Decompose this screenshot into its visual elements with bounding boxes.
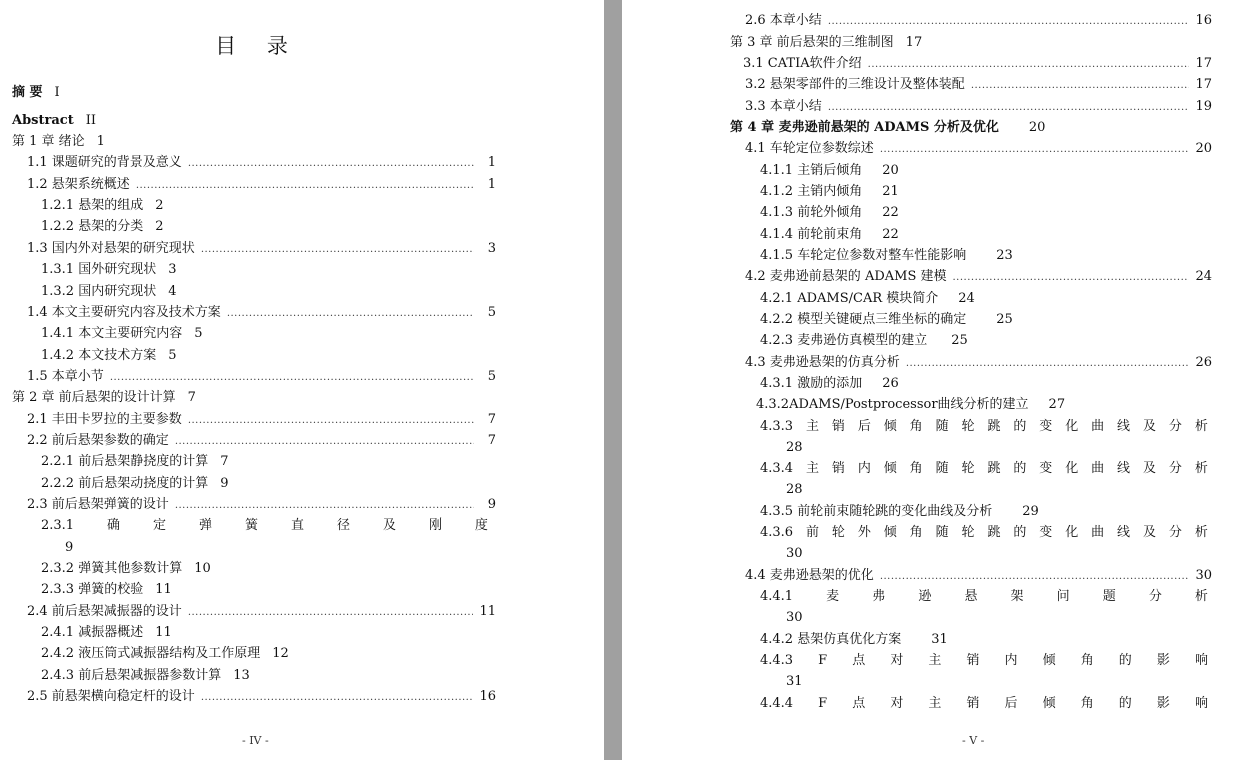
toc-entry-text: 2.1 丰田卡罗拉的主要参数 [27,412,182,427]
toc-char: 轮 [831,525,845,540]
toc-entry-page: 17 [1195,77,1212,92]
toc-entry-4-2-2[interactable] [760,309,1013,330]
toc-char: 变 [1039,419,1053,434]
toc-entry-1-3-1[interactable] [41,259,177,280]
toc-entry-2-2[interactable] [27,430,496,451]
toc-entry-page: 2 [155,198,164,213]
toc-leader-dots [136,175,474,196]
toc-entry-number: 4.4.1 [760,589,794,604]
toc-char: 逊 [918,589,932,604]
toc-entry-1-3-2[interactable] [41,281,177,302]
toc-entry-2-2-1[interactable] [41,451,229,472]
toc-leader-dots [227,303,474,324]
toc-char: 销 [966,653,980,668]
toc-entry-4-4-3-page: 31 [786,674,803,689]
toc-entry-text: 2.4.3 前后悬架减振器参数计算 [41,668,222,683]
toc-entry-text: 4.1.2 主销内倾角 [760,184,863,199]
toc-leader-dots [201,239,474,260]
toc-leader-dots [188,410,474,431]
toc-entry-page: 10 [194,561,211,576]
toc-leader-dots [188,602,474,623]
toc-page-right [622,0,1243,760]
toc-char: 对 [890,696,904,711]
page-number-footer: - V - [962,734,985,747]
toc-entry-number: 4.3.4 [760,461,794,476]
toc-entry-4-3-4-page: 28 [786,482,803,497]
toc-char: 分 [1168,419,1182,434]
toc-char: 影 [1156,653,1170,668]
toc-entry-text: 4.3.1 激励的添加 [760,376,863,391]
toc-entry-page: 5 [487,305,496,320]
toc-char: 随 [935,525,949,540]
toc-entry-page: 20 [1028,120,1046,135]
toc-char: 度 [474,518,488,533]
toc-char: 后 [1004,696,1018,711]
toc-entry-text: 2.2 前后悬架参数的确定 [27,433,169,448]
toc-entry-chapter-1[interactable] [12,131,105,152]
toc-entry-page: 11 [479,604,496,619]
toc-entry-1-2-1[interactable] [41,195,164,216]
toc-char: 轮 [961,461,975,476]
toc-entry-4-3-4[interactable] [760,458,1208,479]
toc-char: 随 [935,461,949,476]
toc-leader-dots [953,267,1190,288]
toc-entry-2-4[interactable] [27,601,496,622]
toc-entry-page: 21 [882,184,899,199]
toc-entry-4-3-6[interactable] [760,522,1208,543]
toc-entry-4-3-5[interactable] [760,501,1039,522]
toc-entry-4-4-1[interactable] [760,586,1208,607]
toc-entry-text: 1.4 本文主要研究内容及技术方案 [27,305,221,320]
toc-leader-dots [971,75,1190,96]
toc-char: 析 [1194,461,1208,476]
toc-entry-number: 2.3.1 [41,518,75,533]
toc-char: 的 [1118,696,1132,711]
toc-entry-chapter-3[interactable] [730,32,922,53]
toc-leader-dots [906,353,1190,374]
toc-entry-4-1-4[interactable] [760,224,899,245]
toc-entry-page: 29 [1022,504,1039,519]
toc-char: 化 [1065,419,1079,434]
toc-entry-text: 2.2.2 前后悬架动挠度的计算 [41,476,209,491]
toc-char: 响 [1194,696,1208,711]
toc-entry-4-3-3[interactable] [760,416,1208,437]
toc-char: 主 [928,653,942,668]
toc-entry-page: 26 [1195,355,1212,370]
toc-char: 化 [1065,525,1079,540]
toc-page-left [0,0,604,760]
toc-entry-text: 4.2.2 模型关键硬点三维坐标的确定 [760,312,967,327]
toc-entry-4-3[interactable] [745,352,1212,373]
toc-char: 析 [1194,419,1208,434]
toc-entry-page: 27 [1048,397,1066,412]
toc-entry-chapter-2[interactable] [12,387,196,408]
toc-entry-page: 7 [487,412,496,427]
toc-entry-text: 4.2.3 麦弗逊仿真模型的建立 [760,333,928,348]
toc-entry-4-3-6-page: 30 [786,546,803,561]
toc-char: 轮 [961,525,975,540]
toc-entry-page: 1 [96,134,105,149]
toc-entry-text: 1.4.1 本文主要研究内容 [41,326,183,341]
toc-char: 及 [1142,525,1156,540]
toc-entry-1-1[interactable] [27,152,496,173]
toc-char: 问 [1056,589,1070,604]
toc-char: 及 [1142,419,1156,434]
toc-entry-page: 30 [1195,568,1212,583]
toc-entry-text: 1.4.2 本文技术方案 [41,348,157,363]
toc-entry-text: 4.3 麦弗逊悬架的仿真分析 [745,355,900,370]
toc-char: 倾 [883,525,897,540]
toc-entry-2-2-2[interactable] [41,473,229,494]
toc-entry-text: 4.3.5 前轮前束随轮跳的变化曲线及分析 [760,504,993,519]
toc-entry-text: 第 2 章 前后悬架的设计计算 [12,390,176,405]
toc-leader-dots [201,687,474,708]
toc-entry-text: 第 1 章 绪论 [12,134,85,149]
toc-char: 弗 [872,589,886,604]
toc-entry-number: 4.3.6 [760,525,794,540]
toc-char: 轮 [961,419,975,434]
toc-char: 随 [935,419,949,434]
toc-entry-text: 2.2.1 前后悬架静挠度的计算 [41,454,209,469]
toc-entry-page: 3 [487,241,496,256]
toc-entry-page: 23 [996,248,1013,263]
toc-entry-text: 1.1 课题研究的背景及意义 [27,155,182,170]
toc-leader-dots [868,54,1190,75]
toc-entry-4-1-2[interactable] [760,181,899,202]
toc-char: 角 [1080,696,1094,711]
toc-entry-page: 3 [168,262,177,277]
toc-entry-page: 5 [194,326,203,341]
toc-char: 弹 [199,518,213,533]
toc-entry-4-1-5[interactable] [760,245,1013,266]
toc-entry-page: 19 [1195,99,1212,114]
toc-char: 曲 [1091,419,1105,434]
toc-entry-number: 4.4.3 [760,653,794,668]
toc-entry-text: 4.2.1 ADAMS/CAR 模块简介 [760,291,939,306]
toc-entry-text: 4.1.3 前轮外倾角 [760,205,863,220]
toc-char: 析 [1194,525,1208,540]
toc-entry-4-2[interactable] [745,266,1212,287]
toc-entry-page: 1 [487,155,496,170]
toc-char: 对 [890,653,904,668]
toc-entry-page: 24 [958,291,975,306]
toc-char: 内 [857,461,871,476]
toc-entry-text: 4.1.5 车轮定位参数对整车性能影响 [760,248,967,263]
toc-entry-text: 1.3 国内外对悬架的研究现状 [27,241,195,256]
toc-entry-2-3-1[interactable] [41,515,488,536]
toc-entry-text: 4.1.1 主销后倾角 [760,163,863,178]
toc-entry-page: 9 [487,497,496,512]
toc-entry-page: 25 [996,312,1013,327]
toc-char: 角 [909,419,923,434]
toc-entry-3-1[interactable] [743,53,1212,74]
toc-char: 倾 [883,419,897,434]
toc-char: 化 [1065,461,1079,476]
toc-char: 主 [805,419,819,434]
toc-entry-abstract-cn[interactable] [12,82,60,103]
toc-entry-page: 24 [1195,269,1212,284]
toc-leader-dots [880,139,1190,160]
toc-entry-2-4-1[interactable] [41,622,172,643]
toc-char: 跳 [987,461,1001,476]
toc-char: 线 [1117,461,1131,476]
toc-char: 线 [1117,419,1131,434]
toc-entry-2-3-1-page: 9 [65,540,74,555]
toc-entry-page: 9 [220,476,229,491]
toc-char: 的 [1118,653,1132,668]
toc-entry-1-4-2[interactable] [41,345,177,366]
toc-entry-3-2[interactable] [745,74,1212,95]
toc-entry-text: 1.3.2 国内研究现状 [41,284,157,299]
toc-leader-dots [110,367,474,388]
toc-entry-page: 16 [479,689,496,704]
toc-entry-text: 4.4 麦弗逊悬架的优化 [745,568,874,583]
toc-char: 析 [1194,589,1208,604]
toc-char: 销 [831,419,845,434]
toc-entry-text: 3.2 悬架零部件的三维设计及整体装配 [745,77,965,92]
toc-entry-page: 13 [233,668,250,683]
toc-char: 直 [290,518,304,533]
toc-char: 及 [1142,461,1156,476]
toc-char: 响 [1194,653,1208,668]
toc-char: 麦 [826,589,840,604]
toc-leader-dots [880,566,1190,587]
toc-char: 销 [831,461,845,476]
toc-char: 的 [1013,525,1027,540]
page-number-footer: - IV - [242,734,269,747]
toc-char: 分 [1168,525,1182,540]
toc-entry-2-3[interactable] [27,494,496,515]
toc-char: 及 [382,518,396,533]
toc-entry-text: 2.5 前悬架横向稳定杆的设计 [27,689,195,704]
toc-char: 前 [805,525,819,540]
toc-char: 主 [928,696,942,711]
toc-entry-page: 11 [155,582,172,597]
toc-char: 倾 [883,461,897,476]
toc-entry-page: 7 [487,433,496,448]
toc-entry-4-3-1[interactable] [760,373,899,394]
toc-entry-page: 7 [187,390,196,405]
toc-title: 目 录 [215,34,300,58]
toc-entry-2-4-2[interactable] [41,643,289,664]
toc-char: 线 [1117,525,1131,540]
toc-entry-text: 2.3.2 弹簧其他参数计算 [41,561,183,576]
toc-entry-2-3-2[interactable] [41,558,211,579]
toc-char: 影 [1156,696,1170,711]
toc-entry-text: 4.4.2 悬架仿真优化方案 [760,632,902,647]
toc-entry-page: 26 [882,376,899,391]
toc-entry-text: 4.2 麦弗逊前悬架的 ADAMS 建模 [745,269,947,284]
toc-leader-dots [188,153,474,174]
toc-entry-page: 20 [1195,141,1212,156]
toc-char: 分 [1148,589,1162,604]
toc-entry-page: 11 [155,625,172,640]
toc-entry-page: 25 [951,333,968,348]
toc-entry-text: 1.3.1 国外研究现状 [41,262,157,277]
toc-entry-4-2-1[interactable] [760,288,975,309]
toc-entry-text: 2.4.1 减振器概述 [41,625,144,640]
toc-entry-2-4-3[interactable] [41,665,250,686]
toc-entry-text: 摘 要 [12,85,43,100]
toc-entry-page: 31 [931,632,948,647]
toc-char: 曲 [1091,525,1105,540]
toc-entry-text: 第 3 章 前后悬架的三维制图 [730,35,894,50]
toc-char: F [818,653,828,668]
toc-entry-page: 4 [168,284,177,299]
toc-char: 角 [909,525,923,540]
toc-entry-chapter-4[interactable] [730,117,1045,138]
toc-char: 角 [1080,653,1094,668]
toc-leader-dots [828,97,1190,118]
toc-char: 悬 [964,589,978,604]
toc-entry-page: 2 [155,219,164,234]
toc-entry-text: Abstract [12,113,74,128]
toc-char: 倾 [1042,653,1056,668]
toc-char: 点 [852,653,866,668]
toc-char: 跳 [987,525,1001,540]
toc-char: 刚 [428,518,442,533]
toc-entry-page: 22 [882,227,899,242]
toc-entry-page: 17 [1195,56,1212,71]
toc-entry-4-4[interactable] [745,565,1212,586]
toc-entry-text: 4.3.2ADAMS/Postprocessor曲线分析的建立 [756,397,1029,412]
toc-char: 变 [1039,525,1053,540]
toc-char: 点 [852,696,866,711]
toc-entry-2-1[interactable] [27,409,496,430]
toc-entry-page: 17 [905,35,923,50]
toc-char: 簧 [245,518,259,533]
toc-entry-text: 2.4 前后悬架减振器的设计 [27,604,182,619]
toc-entry-4-1-3[interactable] [760,202,899,223]
toc-entry-4-3-2[interactable] [756,394,1065,415]
toc-entry-number: 4.4.4 [760,696,794,711]
toc-char: 后 [857,419,871,434]
toc-entry-text: 2.4.2 液压筒式减振器结构及工作原理 [41,646,261,661]
toc-char: 架 [1010,589,1024,604]
toc-entry-text: 1.2.1 悬架的组成 [41,198,144,213]
toc-entry-text: 1.2.2 悬架的分类 [41,219,144,234]
toc-entry-text: 3.1 CATIA软件介绍 [743,56,862,71]
toc-char: 确 [107,518,121,533]
toc-entry-text: 2.3 前后悬架弹簧的设计 [27,497,169,512]
toc-entry-4-1-1[interactable] [760,160,899,181]
toc-leader-dots [828,11,1190,32]
toc-entry-page: II [85,113,96,128]
toc-entry-page: 7 [220,454,229,469]
toc-entry-text: 2.6 本章小结 [745,13,822,28]
toc-entry-4-3-3-page: 28 [786,440,803,455]
toc-entry-page: 1 [487,177,496,192]
toc-entry-2-6[interactable] [745,10,1212,31]
toc-entry-text: 4.1.4 前轮前束角 [760,227,863,242]
toc-char: 的 [1013,461,1027,476]
toc-entry-page: 20 [882,163,899,178]
toc-char: 的 [1013,419,1027,434]
toc-entry-4-4-2[interactable] [760,629,948,650]
toc-char: 定 [153,518,167,533]
toc-char: 外 [857,525,871,540]
toc-entry-text: 3.3 本章小结 [745,99,822,114]
toc-char: 销 [966,696,980,711]
toc-char: 分 [1168,461,1182,476]
toc-entry-text: 1.5 本章小节 [27,369,104,384]
toc-char: 跳 [987,419,1001,434]
toc-entry-page: I [54,85,60,100]
toc-entry-3-3[interactable] [745,96,1212,117]
toc-char: 径 [336,518,350,533]
toc-entry-1-2-2[interactable] [41,216,164,237]
toc-entry-text: 4.1 车轮定位参数综述 [745,141,874,156]
toc-entry-abstract-en[interactable] [12,110,96,131]
toc-char: 角 [909,461,923,476]
toc-leader-dots [175,431,474,452]
toc-entry-2-3-3[interactable] [41,579,172,600]
toc-entry-text: 1.2 悬架系统概述 [27,177,130,192]
toc-char: 倾 [1042,696,1056,711]
toc-char: 题 [1102,589,1116,604]
toc-entry-text: 第 4 章 麦弗逊前悬架的 ADAMS 分析及优化 [730,120,999,135]
toc-char: 主 [805,461,819,476]
toc-entry-page: 22 [882,205,899,220]
toc-entry-4-1[interactable] [745,138,1212,159]
toc-entry-1-2[interactable] [27,174,496,195]
toc-entry-text: 2.3.3 弹簧的校验 [41,582,144,597]
toc-char: 变 [1039,461,1053,476]
toc-entry-number: 4.3.3 [760,419,794,434]
toc-entry-page: 5 [168,348,177,363]
toc-entry-page: 12 [272,646,289,661]
toc-entry-1-5[interactable] [27,366,496,387]
toc-char: 曲 [1091,461,1105,476]
toc-entry-1-4-1[interactable] [41,323,203,344]
toc-leader-dots [175,495,474,516]
toc-entry-4-4-4[interactable] [760,693,1208,714]
toc-entry-page: 16 [1195,13,1212,28]
toc-char: F [818,696,828,711]
toc-entry-1-4[interactable] [27,302,496,323]
toc-entry-4-4-3[interactable] [760,650,1208,671]
toc-entry-4-2-3[interactable] [760,330,968,351]
toc-char: 内 [1004,653,1018,668]
toc-entry-4-4-1-page: 30 [786,610,803,625]
toc-entry-page: 5 [487,369,496,384]
toc-entry-1-3[interactable] [27,238,496,259]
toc-entry-2-5[interactable] [27,686,496,707]
